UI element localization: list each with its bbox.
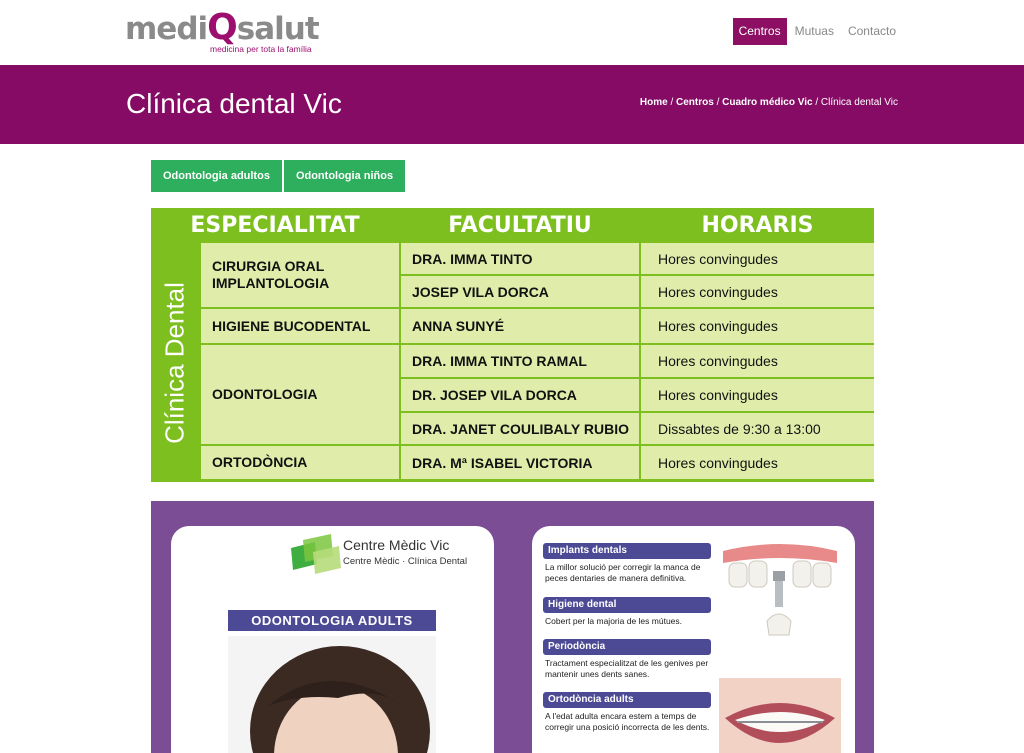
header-especialitat: ESPECIALITAT <box>190 213 360 238</box>
service-title: Ortodòncia adults <box>543 692 711 708</box>
breadcrumb-cuadro-medico[interactable]: Cuadro médico Vic <box>722 97 813 108</box>
promo-card-right <box>532 526 855 753</box>
breadcrumb-home[interactable]: Home <box>639 97 668 108</box>
service-periodoncia <box>543 639 711 680</box>
doctor-cell: ANNA SUNYÉ <box>401 309 639 343</box>
specialty-cell: HIGIENE BUCODENTAL <box>201 309 399 343</box>
service-implants <box>543 543 711 584</box>
specialty-cell: CIRURGIA ORAL IMPLANTOLOGIA <box>201 243 399 307</box>
doctor-cell: DRA. IMMA TINTO <box>401 243 639 274</box>
specialty-cell: ORTODÒNCIA <box>201 446 399 479</box>
hours-cell: Hores convingudes <box>641 276 874 307</box>
site-header <box>0 0 1024 65</box>
page-title: Clínica dental Vic <box>126 88 342 119</box>
nav-contacto[interactable]: Contacto <box>847 24 896 38</box>
nav-mutuas[interactable]: Mutuas <box>794 24 834 38</box>
hours-cell: Hores convingudes <box>641 243 874 274</box>
service-title: Higiene dental <box>543 597 711 613</box>
braces-smile-image <box>719 678 841 753</box>
centre-medic-logo-icon <box>287 534 347 580</box>
tab-odontologia-ninos[interactable]: Odontologia niños <box>284 160 405 192</box>
doctor-cell: DRA. IMMA TINTO RAMAL <box>401 345 639 377</box>
tab-odontologia-adultos[interactable]: Odontologia adultos <box>151 160 282 192</box>
promo-card-left <box>171 526 494 753</box>
hours-cell: Hores convingudes <box>641 379 874 411</box>
specialty-tabs <box>151 160 407 192</box>
breadcrumb <box>640 97 898 108</box>
doctor-cell: DR. JOSEP VILA DORCA <box>401 379 639 411</box>
service-title: Periodòncia <box>543 639 711 655</box>
woman-photo <box>228 636 436 753</box>
hours-cell: Dissabtes de 9:30 a 13:00 <box>641 413 874 444</box>
breadcrumb-current: Clínica dental Vic <box>820 97 898 108</box>
doctor-cell: DRA. Mª ISABEL VICTORIA <box>401 446 639 479</box>
title-band <box>0 65 1024 144</box>
hours-cell: Hores convingudes <box>641 446 874 479</box>
centre-name: Centre Mèdic Vic <box>343 537 450 553</box>
specialty-cell: ODONTOLOGIA <box>201 345 399 444</box>
breadcrumb-separator: / <box>812 97 821 108</box>
breadcrumb-centros[interactable]: Centros <box>676 97 714 108</box>
service-text: Tractament especialitzat de les genives per mantenir unes dents sanes. <box>545 658 709 679</box>
doctor-cell: JOSEP VILA DORCA <box>401 276 639 307</box>
dental-implant-image <box>719 541 841 641</box>
header-facultatiu: FACULTATIU <box>448 213 592 238</box>
promo-banner <box>151 501 874 753</box>
centre-subtitle: Centre Mèdic · Clínica Dental <box>343 556 468 567</box>
schedule-table <box>151 208 874 482</box>
site-logo[interactable] <box>125 8 325 58</box>
breadcrumb-separator: / <box>667 97 677 108</box>
logo-wordmark: mediQsalut <box>125 7 319 48</box>
header-horaris: HORARIS <box>701 213 814 238</box>
service-text: Cobert per la majoria de les mútues. <box>545 616 683 626</box>
service-higiene <box>543 597 711 627</box>
doctor-cell: DRA. JANET COULIBALY RUBIO <box>401 413 639 444</box>
main-nav <box>731 18 902 45</box>
side-label: Clínica Dental <box>159 281 190 444</box>
service-text: A l'edat adulta encara estem a temps de corregir una posició incorrecta de les dents. <box>545 711 710 732</box>
breadcrumb-separator: / <box>713 97 723 108</box>
service-title: Implants dentals <box>543 543 711 559</box>
odontologia-adults-banner: ODONTOLOGIA ADULTS <box>228 610 436 631</box>
hours-cell: Hores convingudes <box>641 345 874 377</box>
service-text: La millor solució per corregir la manca de peces dentaries de manera definitiva. <box>545 562 701 583</box>
service-ortodoncia <box>543 692 711 733</box>
nav-centros[interactable]: Centros <box>733 18 787 45</box>
hours-cell: Hores convingudes <box>641 309 874 343</box>
logo-tagline: medicina per tota la família <box>210 44 312 54</box>
